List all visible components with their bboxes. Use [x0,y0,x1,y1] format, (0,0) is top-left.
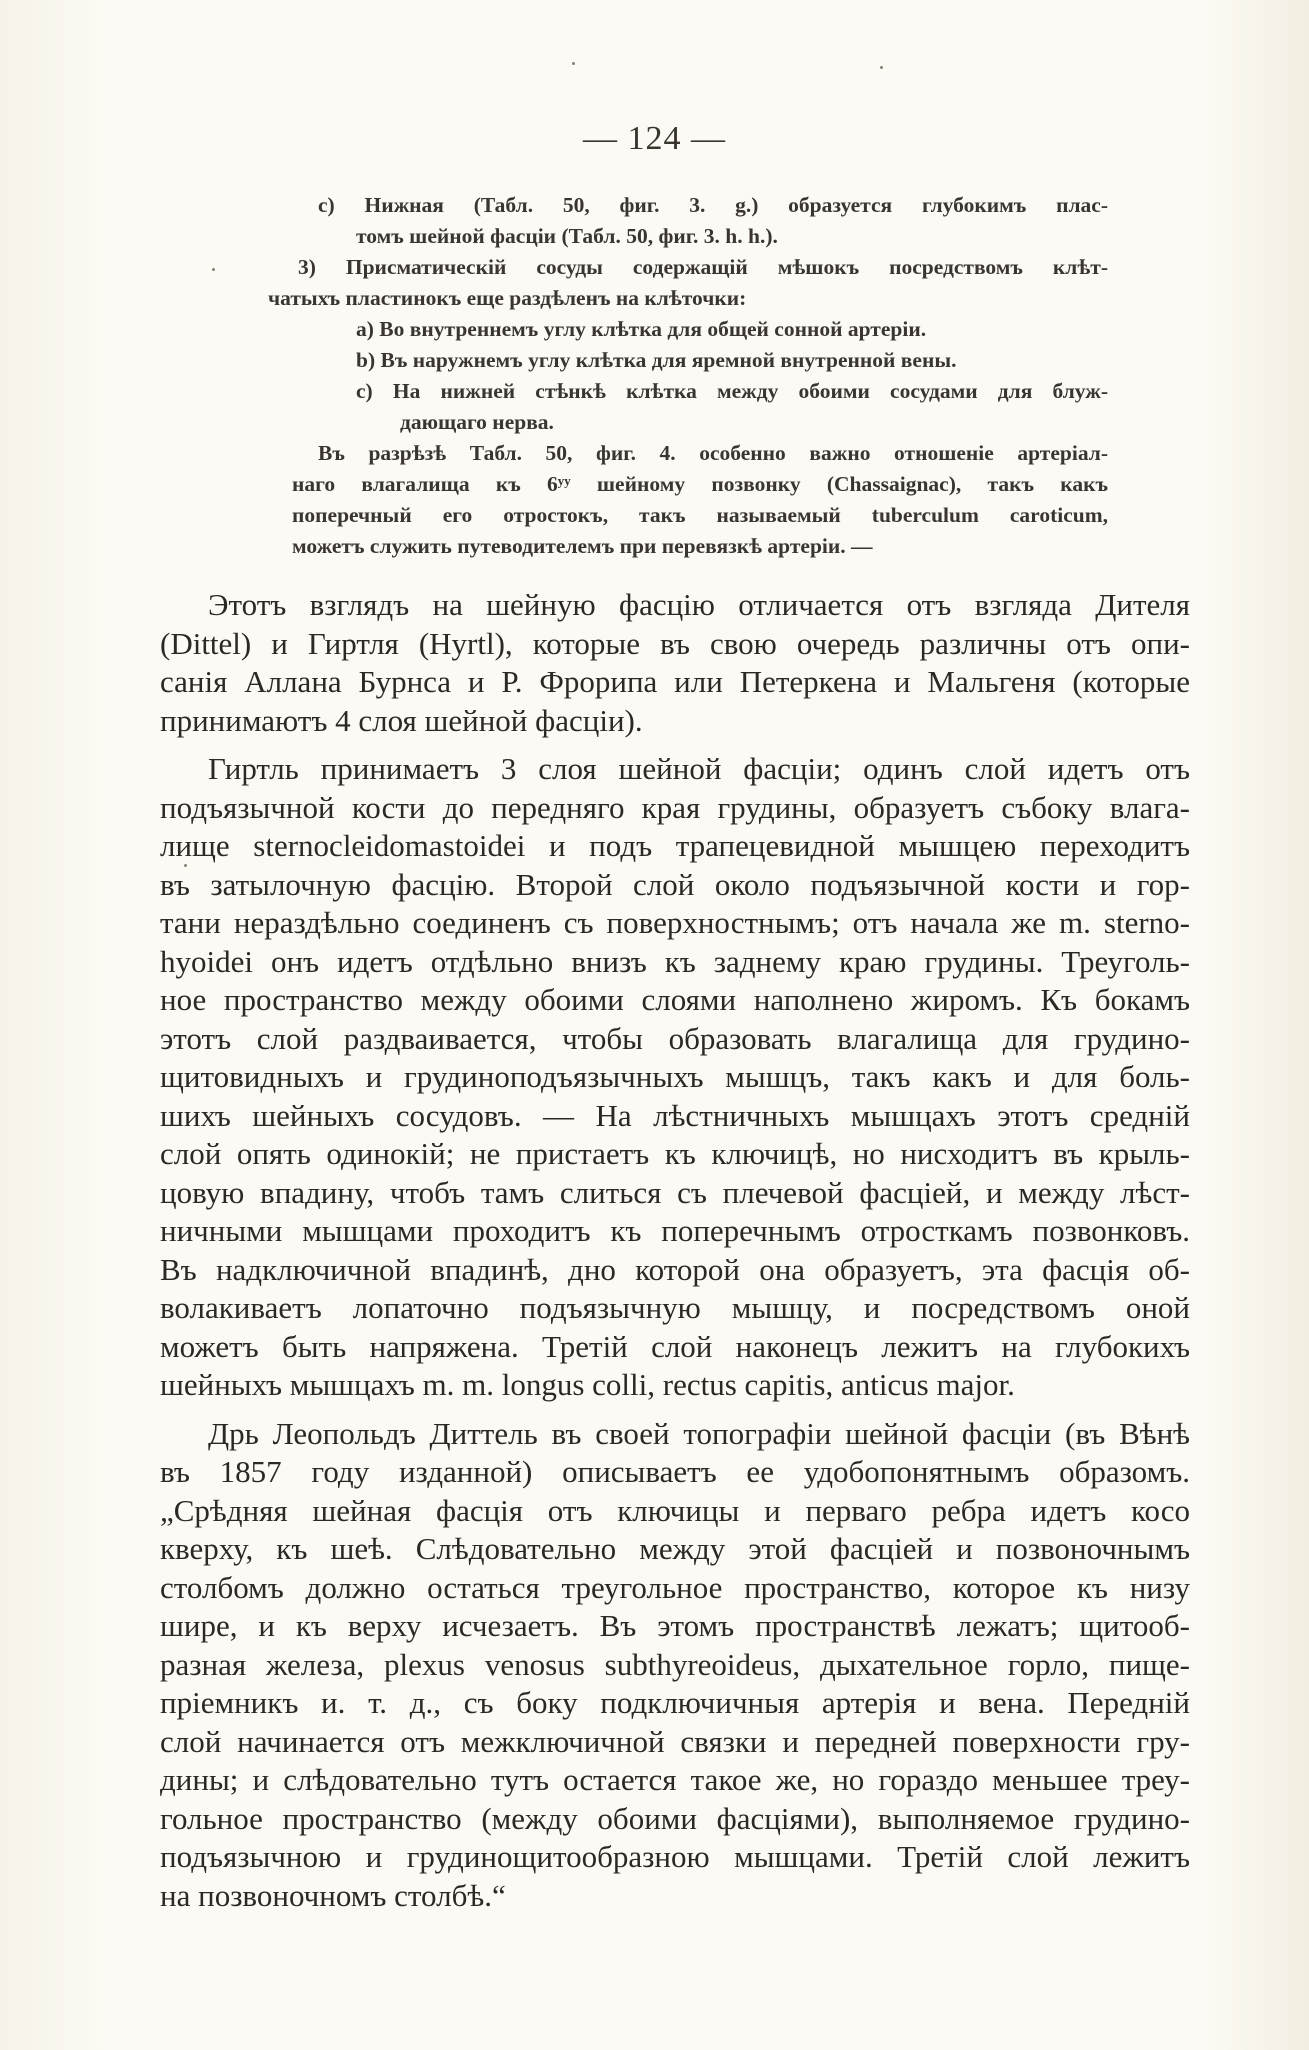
main-text [160,586,1190,1915]
text-line: въ 1857 году изданной) описываетъ ее удобопонятнымъ образомъ. [160,1454,1190,1489]
text-line: цовую впадину, чтобъ тамъ слиться съ плечевой фасціей, и между лѣст- [160,1174,1190,1210]
footnote-line: томъ шейной фасціи (Табл. 50, фиг. 3. h. h.). [356,224,778,248]
scan-speck [880,66,883,69]
footnote-line: Въ разрѣзѣ Табл. 50, фиг. 4. особенно важно отношеніе артеріал- [318,441,1108,465]
text-line: Дрь Леопольдъ Диттель въ своей топографіи шейной фасціи (въ Вѣнѣ [208,1415,1190,1451]
footnote-line: c) На нижней стѣнкѣ клѣтка между обоими сосудами для блуж- [356,379,1108,403]
text-line: щитовидныхъ и грудиноподъязычныхъ мышцъ, такъ какъ и для боль- [160,1059,1190,1094]
text-line: Въ надключичной впадинѣ, дно которой она образуетъ, эта фасція об- [160,1251,1190,1287]
footnote-line: b) Въ наружнемъ углу клѣтка для яремной внутренной вены. [356,348,957,372]
text-line: на позвоночномъ столбѣ.“ [160,1877,506,1913]
text-line: ное пространство между обоими слоями наполнено жиромъ. Къ бокамъ [160,982,1190,1017]
text-line: шире, и къ верху исчезаетъ. Въ этомъ пространствѣ лежатъ; щитооб- [160,1608,1190,1643]
text-line: Гиртль принимаетъ 3 слоя шейной фасціи; одинъ слой идетъ отъ [208,751,1190,786]
footnote-line: c) Нижная (Табл. 50, фиг. 3. g.) образуется глубокимъ плас- [318,193,1108,217]
footnote-line: можетъ служить путеводителемъ при перевязкѣ артеріи. — [292,534,873,558]
text-line: шихъ шейныхъ сосудовъ. — На лѣстничныхъ мышцахъ этотъ средній [160,1097,1190,1133]
text-line: разная железа, plexus venosus subthyreoideus, дыхательное горло, пище- [160,1646,1190,1682]
text-line: лище sternocleidomastoidei и подъ трапецевидной мышцею переходитъ [160,828,1190,863]
footnote-line: 3) Присматическій сосуды содержащій мѣшокъ посредствомъ клѣт- [298,255,1108,279]
footnote-line: a) Во внутреннемъ углу клѣтка для общей сонной артеріи. [356,317,927,341]
text-line: тани нераздѣльно соединенъ съ поверхностнымъ; отъ начала же m. sterno- [160,905,1190,940]
footnote-line: чатыхъ пластинокъ еще раздѣленъ на клѣточки: [268,286,747,310]
text-line: подъязычною и грудинощитообразною мышцами. Третій слой лежитъ [160,1839,1190,1874]
text-line: шейныхъ мышцахъ m. m. longus colli, rectus capitis, anticus major. [160,1367,1015,1402]
text-line: дины; и слѣдовательно тутъ остается такое же, но гораздо меньшее треу- [160,1762,1190,1797]
text-line: „Срѣдняя шейная фасція отъ ключицы и перваго ребра идетъ косо [160,1492,1190,1528]
small-print-block [268,190,1108,562]
text-line: hyoidei онъ идетъ отдѣльно внизъ къ заднему краю грудины. Треуголь- [160,943,1190,979]
footnote-line: дающаго нерва. [400,410,554,434]
text-line: этотъ слой раздваивается, чтобы образовать влагалища для грудино- [160,1020,1190,1056]
text-line: слой начинается отъ межключичной связки и передней поверхности гру- [160,1723,1190,1759]
text-line: ничными мышцами проходитъ къ поперечнымъ отросткамъ позвонковъ. [160,1213,1190,1248]
text-line: волакиваетъ лопаточно подъязычную мышцу, и посредствомъ оной [160,1290,1190,1325]
scan-speck [572,62,575,65]
text-line: кверху, къ шеѣ. Слѣдовательно между этой фасціей и позвоночнымъ [160,1531,1190,1566]
footnote-line: поперечный его отростокъ, такъ называемый tuberculum caroticum, [292,503,1108,527]
text-line: гольное пространство (между обоими фасціями), выполняемое грудино- [160,1800,1190,1836]
text-line: слой опять одинокій; не пристаетъ къ ключицѣ, но нисходитъ въ крыль- [160,1136,1190,1171]
text-line: (Dittel) и Гиртля (Hyrtl), которые въ свою очередь различны отъ опи- [160,625,1190,661]
text-line: подъязычной кости до передняго края грудины, образуетъ събоку влага- [160,789,1190,825]
scan-speck [212,268,215,271]
text-line: Этотъ взглядъ на шейную фасцію отличается отъ взгляда Дителя [208,587,1190,622]
text-line: пріемникъ и. т. д., съ боку подключичныя артерія и вена. Передній [160,1685,1190,1720]
footnote-line: наго влагалища къ 6ʸʸ шейному позвонку (Chassaignac), такъ какъ [292,472,1108,496]
text-line: можетъ быть напряжена. Третій слой наконецъ лежитъ на глубокихъ [160,1328,1190,1364]
text-line: санія Аллана Бурнса и Р. Фрорипа или Петеркена и Мальгеня (которые [160,664,1190,699]
text-line: столбомъ должно остаться треугольное пространство, которое къ низу [160,1569,1190,1605]
text-line: въ затылочную фасцію. Второй слой около подъязычной кости и гор- [160,866,1190,902]
page-number: — 124 — [583,120,726,157]
text-line: принимаютъ 4 слоя шейной фасціи). [160,702,643,738]
